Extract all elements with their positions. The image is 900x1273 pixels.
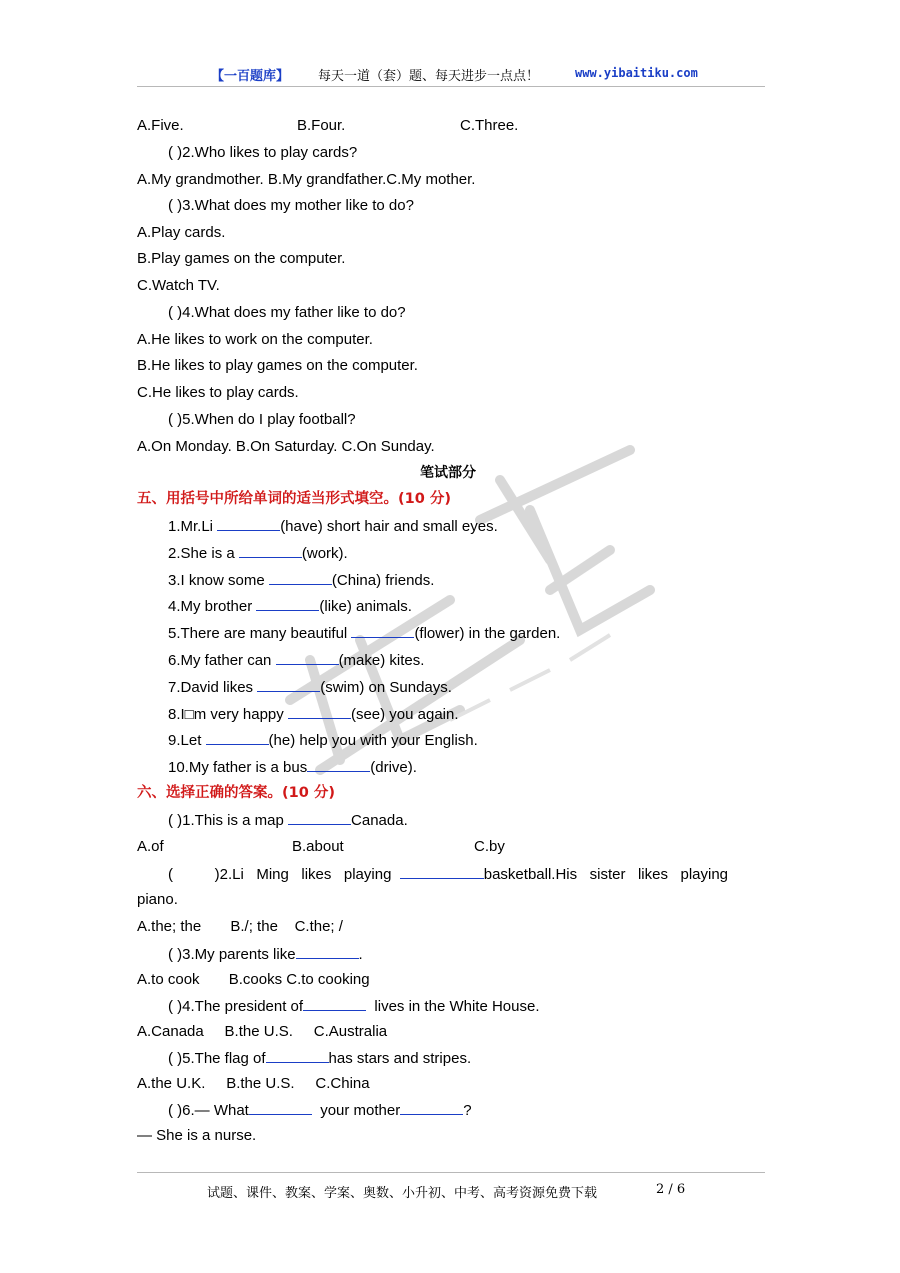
answer-blank[interactable] <box>206 730 269 745</box>
section-6-title: 六、选择正确的答案。(10 分) <box>137 785 335 801</box>
item-text: (like) animals. <box>319 598 412 615</box>
item-text: 5.There are many beautiful <box>168 625 352 642</box>
question-text: ( )1.This is a map <box>168 812 289 829</box>
answer-blank[interactable] <box>257 677 320 692</box>
choice-question-5 <box>168 1048 471 1069</box>
item-text: 6.My father can <box>168 652 276 669</box>
item-text: 1.Mr.Li <box>168 518 218 535</box>
fill-item-1 <box>168 516 498 537</box>
q2-options: A.My grandmother. B.My grandfather.C.My mother. <box>137 171 476 188</box>
choice-1-options <box>137 837 505 857</box>
item-text: 8.I□m very happy <box>168 706 288 723</box>
item-text: 4.My brother <box>168 598 257 615</box>
item-text: 7.David likes <box>168 679 258 696</box>
choice-question-2 <box>168 864 728 885</box>
item-text: (swim) on Sundays. <box>320 679 452 696</box>
choice-2-continuation: piano. <box>137 891 178 908</box>
question-text: ? <box>463 1102 472 1119</box>
item-text: (China) friends. <box>331 572 435 589</box>
item-text: 3.I know some <box>168 572 269 589</box>
choice-2-options: A.the; the B./; the C.the; / <box>137 918 343 935</box>
question-4: ( )4.What does my father like to do? <box>168 304 406 321</box>
choice-question-6 <box>168 1100 472 1121</box>
question-3: ( )3.What does my mother like to do? <box>168 197 414 214</box>
question-text: ( )5.The flag of <box>168 1050 266 1067</box>
choice-5-options: A.the U.K. B.the U.S. C.China <box>137 1075 370 1092</box>
option-a: A.of <box>137 838 164 855</box>
question-text: lives in the White House. <box>366 998 540 1015</box>
item-text: 2.She is a <box>168 545 239 562</box>
question-text: Canada. <box>351 812 408 829</box>
answer-blank[interactable] <box>296 944 359 959</box>
choice-question-4 <box>168 996 540 1017</box>
answer-blank[interactable] <box>303 996 366 1011</box>
page-footer <box>137 1172 765 1201</box>
question-text: . <box>358 946 363 963</box>
item-text: 10.My father is a bus <box>168 759 308 776</box>
q4-option-c: C.He likes to play cards. <box>137 384 299 401</box>
item-text: 9.Let <box>168 732 206 749</box>
answer-blank[interactable] <box>256 596 319 611</box>
written-part-title: 笔试部分 <box>420 465 476 481</box>
option-a: A.Five. <box>137 117 184 134</box>
item-text: (make) kites. <box>338 652 425 669</box>
item-text: (have) short hair and small eyes. <box>280 518 498 535</box>
question-text: ( )4.The president of <box>168 998 304 1015</box>
q3-option-a: A.Play cards. <box>137 224 226 241</box>
option-c: C.by <box>474 838 505 855</box>
fill-item-5 <box>168 623 560 644</box>
choice-question-3 <box>168 944 363 965</box>
choice-6-answer: — She is a nurse. <box>137 1127 257 1144</box>
q1-options <box>137 116 519 136</box>
question-text: ( )2.Li Ming likes playing <box>168 866 400 883</box>
question-text: has stars and stripes. <box>328 1050 472 1067</box>
answer-blank[interactable] <box>288 810 351 825</box>
answer-blank[interactable] <box>249 1100 312 1115</box>
answer-blank[interactable] <box>217 516 280 531</box>
fill-item-7 <box>168 677 452 698</box>
choice-question-1 <box>168 810 408 831</box>
fill-item-8 <box>168 704 459 725</box>
option-b: B.Four. <box>297 117 346 134</box>
site-url: www.yibaitiku.com <box>575 66 698 80</box>
answer-blank[interactable] <box>351 623 414 638</box>
q3-option-c: C.Watch TV. <box>137 277 220 294</box>
question-text: your mother <box>311 1102 401 1119</box>
fill-item-10 <box>168 757 417 778</box>
fill-item-4 <box>168 596 412 617</box>
question-text: ( )3.My parents like <box>168 946 296 963</box>
page-number: 2 / 6 <box>656 1182 686 1197</box>
answer-blank[interactable] <box>239 543 302 558</box>
brand-label: 【一百题库】 <box>211 69 290 84</box>
answer-blank[interactable] <box>288 704 351 719</box>
question-2: ( )2.Who likes to play cards? <box>168 144 358 161</box>
footer-text: 试题、课件、教案、学案、奥数、小升初、中考、高考资源免费下载 <box>207 1186 598 1201</box>
fill-item-3 <box>168 570 434 591</box>
choice-4-options: A.Canada B.the U.S. C.Australia <box>137 1023 388 1040</box>
section-5-title: 五、用括号中所给单词的适当形式填空。(10 分) <box>137 491 451 507</box>
q5-options: A.On Monday. B.On Saturday. C.On Sunday. <box>137 438 435 455</box>
answer-blank[interactable] <box>307 757 370 772</box>
q3-option-b: B.Play games on the computer. <box>137 250 346 267</box>
answer-blank[interactable] <box>400 864 484 879</box>
item-text: (drive). <box>370 759 417 776</box>
fill-item-9 <box>168 730 478 751</box>
answer-blank[interactable] <box>400 1100 463 1115</box>
choice-3-options: A.to cook B.cooks C.to cooking <box>137 971 370 988</box>
answer-blank[interactable] <box>266 1048 329 1063</box>
option-c: C.Three. <box>460 117 519 134</box>
answer-blank[interactable] <box>269 570 332 585</box>
fill-item-6 <box>168 650 424 671</box>
q4-option-a: A.He likes to work on the computer. <box>137 331 373 348</box>
option-b: B.about <box>292 838 344 855</box>
item-text: (he) help you with your English. <box>268 732 478 749</box>
item-text: (work). <box>301 545 348 562</box>
question-5: ( )5.When do I play football? <box>168 411 356 428</box>
page-header <box>137 62 765 87</box>
question-text: ( )6.— What <box>168 1102 249 1119</box>
q4-option-b: B.He likes to play games on the computer. <box>137 357 418 374</box>
item-text: (flower) in the garden. <box>414 625 561 642</box>
item-text: (see) you again. <box>350 706 459 723</box>
fill-item-2 <box>168 543 348 564</box>
question-text: basketball.His sister likes playing <box>483 866 729 883</box>
answer-blank[interactable] <box>276 650 339 665</box>
header-motto: 每天一道（套）题、每天进步一点点！ <box>318 69 540 84</box>
